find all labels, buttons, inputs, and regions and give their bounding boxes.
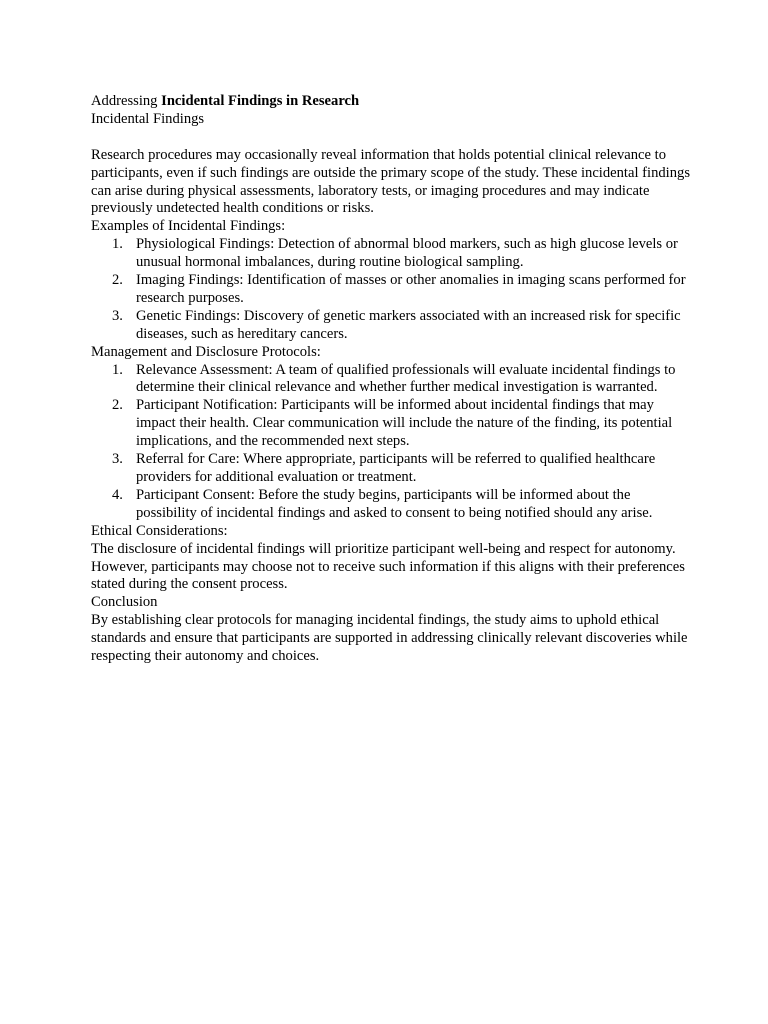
ethics-paragraph: The disclosure of incidental findings will prioritize participant well-being and respect for autonomy. However, participants may choose not to receive such information if this aligns with their preferences stated during the consent process. <box>91 540 685 593</box>
list-number: 2. <box>112 272 123 289</box>
conclusion-heading: Conclusion <box>91 594 158 611</box>
list-number: 1. <box>112 236 123 253</box>
ethics-heading: Ethical Considerations: <box>91 522 228 539</box>
list-number: 1. <box>112 361 123 378</box>
list-item <box>91 362 691 398</box>
list-number: 3. <box>112 307 123 324</box>
examples-list <box>91 236 691 343</box>
list-item <box>91 236 691 272</box>
title-prefix: Addressing <box>91 93 162 109</box>
list-item-text: Imaging Findings: Identification of masses or other anomalies in imaging scans performed for research purposes. <box>136 272 686 306</box>
list-number: 2. <box>112 397 123 414</box>
list-number: 4. <box>112 486 123 503</box>
intro-paragraph: Research procedures may occasionally reveal information that holds potential clinical relevance to participants, even if such findings are outside the primary scope of the study. These incidental findings can arise during physical assessments, laboratory tests, or imaging procedures and may indicate previously undetected health conditions or risks. <box>91 146 690 217</box>
list-item <box>91 308 691 344</box>
management-list <box>91 362 691 523</box>
list-item <box>91 487 691 523</box>
management-heading: Management and Disclosure Protocols: <box>91 343 321 360</box>
title-bold: Incidental Findings in Research <box>161 93 360 109</box>
list-item <box>91 451 691 487</box>
section-subtitle: Incidental Findings <box>91 110 205 127</box>
list-item <box>91 272 691 308</box>
list-item-text: Referral for Care: Where appropriate, participants will be referred to qualified healthcare providers for additional evaluation or treatment. <box>136 451 656 486</box>
document-title <box>91 93 691 111</box>
document-page <box>91 93 691 666</box>
list-item-text: Relevance Assessment: A team of qualified professionals will evaluate incidental findings to determine their clinical relevance and whether further medical investigation is warranted. <box>136 361 676 396</box>
list-item-text: Physiological Findings: Detection of abnormal blood markers, such as high glucose levels or unusual hormonal imbalances, during routine biological sampling. <box>136 236 678 271</box>
list-item-text: Participant Notification: Participants will be informed about incidental findings that may impact their health. Clear communication will include the nature of the finding, its potential implications, and the recommended next steps. <box>136 397 673 450</box>
list-item-text: Genetic Findings: Discovery of genetic markers associated with an increased risk for specific diseases, such as hereditary cancers. <box>136 307 681 342</box>
list-item <box>91 397 691 451</box>
examples-heading: Examples of Incidental Findings: <box>91 218 286 235</box>
list-number: 3. <box>112 451 123 468</box>
conclusion-paragraph: By establishing clear protocols for managing incidental findings, the study aims to uphold ethical standards and ensure that participants are supported in addressing clinically relevant discoveries while respecting their autonomy and choices. <box>91 612 688 665</box>
blank-line <box>91 129 691 147</box>
list-item-text: Participant Consent: Before the study begins, participants will be informed about the possibility of incidental findings and asked to consent to being notified should any arise. <box>136 486 653 521</box>
